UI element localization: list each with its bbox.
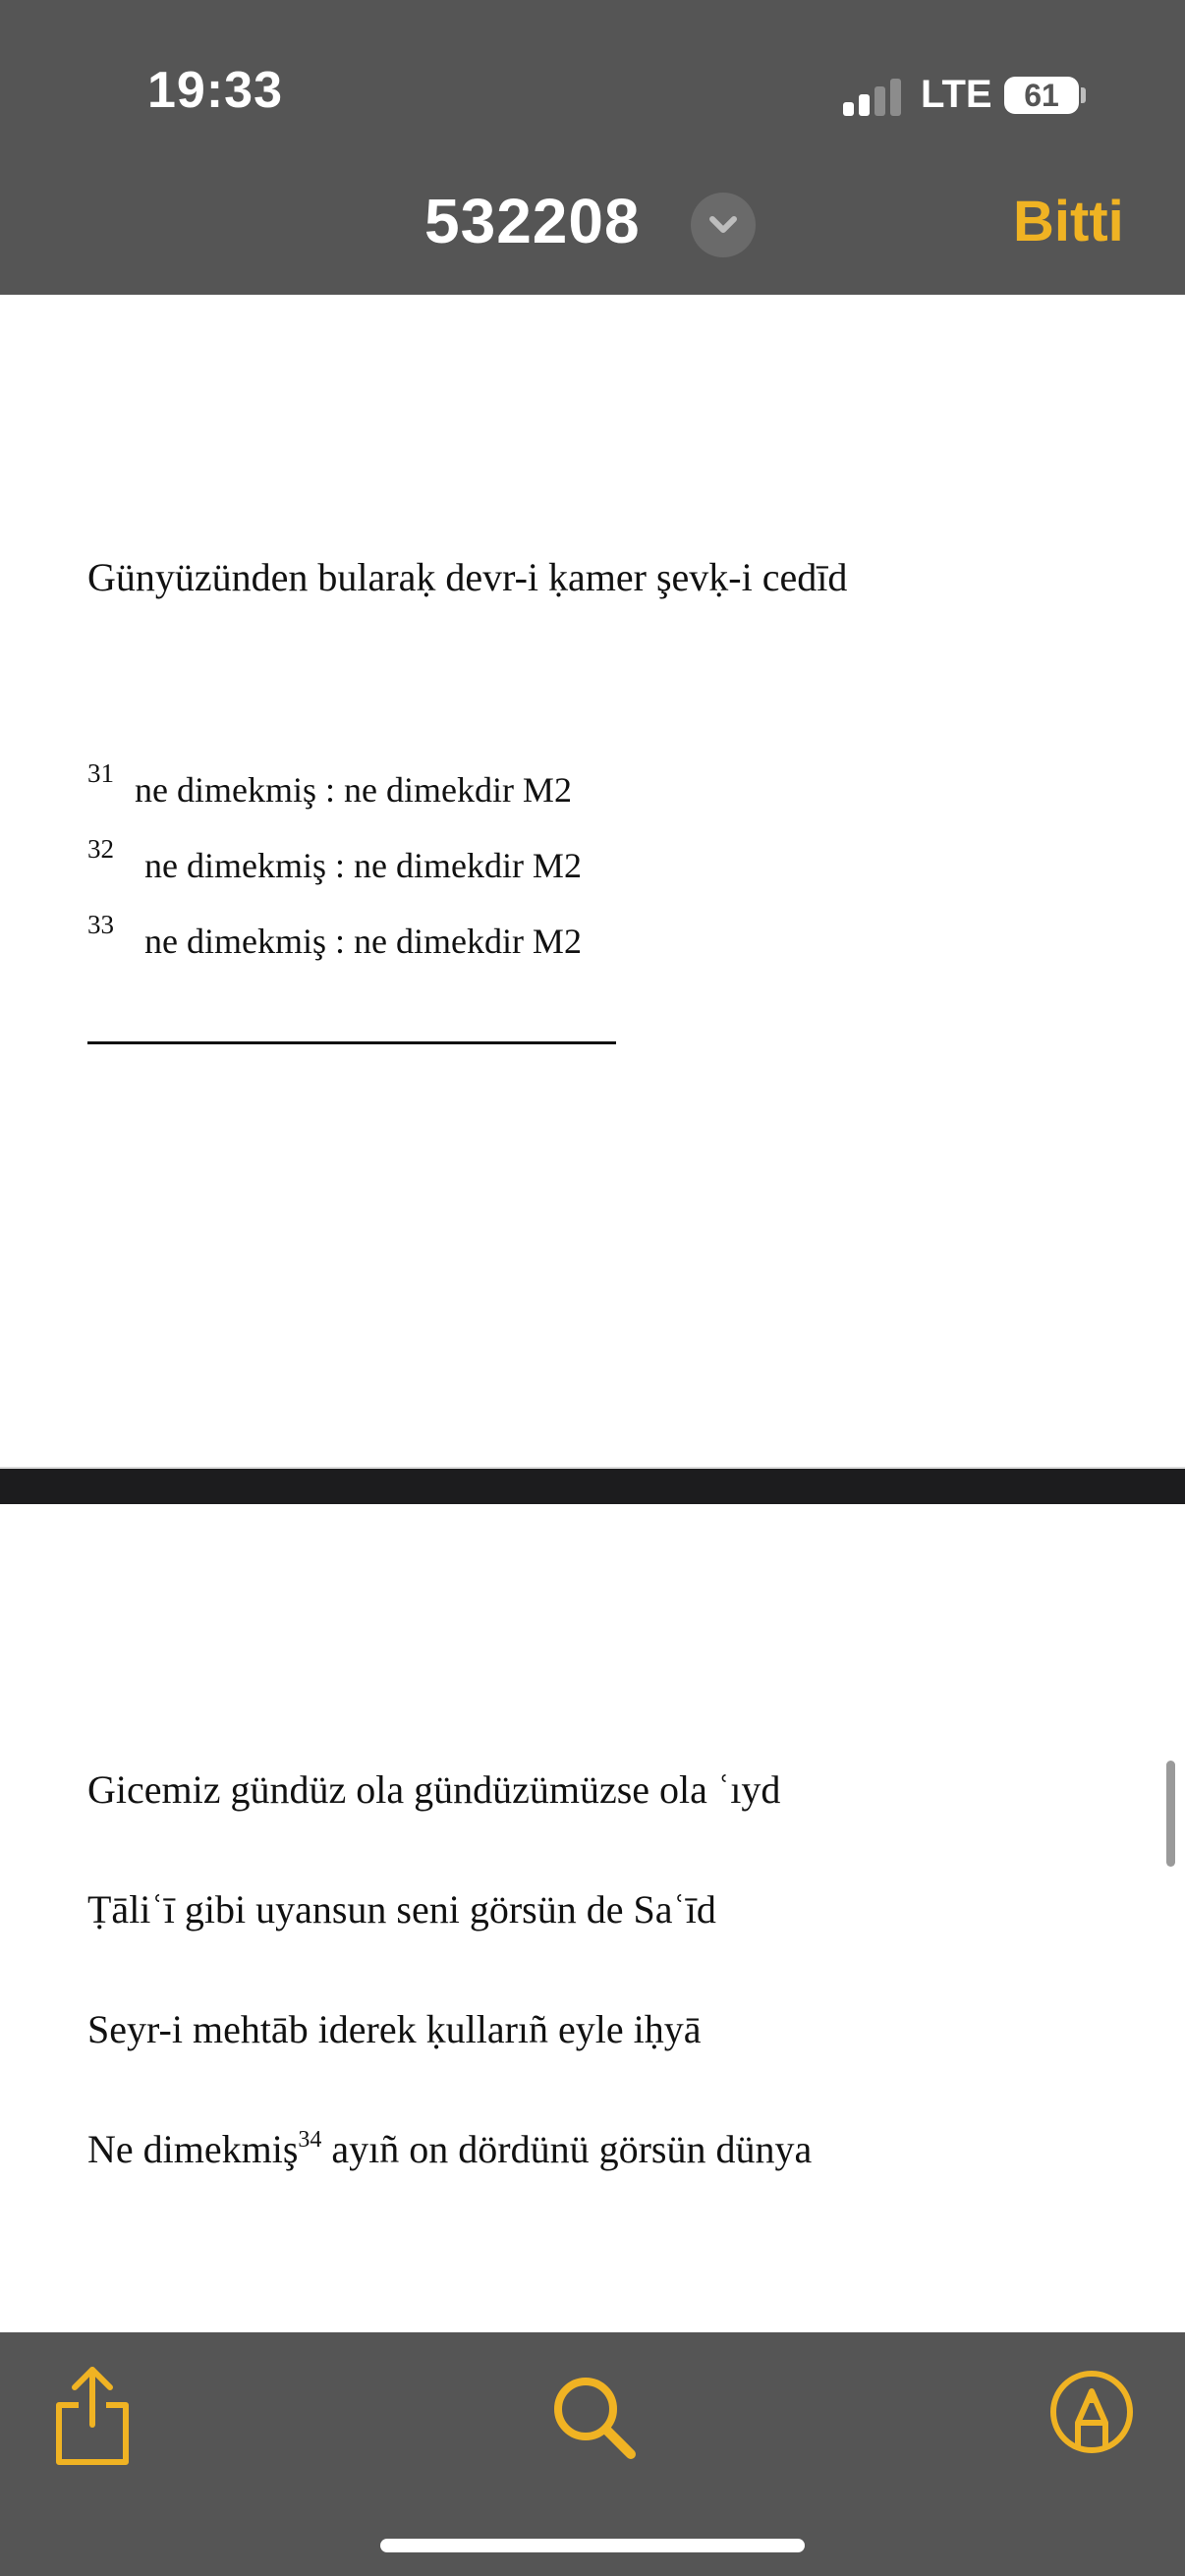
- network-type: LTE: [921, 73, 992, 116]
- search-icon[interactable]: [550, 2374, 639, 2467]
- document-page-1: [0, 295, 1185, 1469]
- markup-pen-icon[interactable]: [1047, 2368, 1136, 2461]
- battery-icon: [1004, 77, 1079, 114]
- status-time: 19:33: [147, 62, 283, 119]
- footnote: [87, 758, 572, 811]
- footnote-text: ne dimekmiş : ne dimekdir M2: [144, 922, 582, 961]
- footnote-text: ne dimekmiş : ne dimekdir M2: [144, 846, 582, 885]
- share-icon[interactable]: [51, 2362, 134, 2475]
- verse-text: ayıñ on dördünü görsün dünya: [321, 2127, 813, 2171]
- scroll-indicator[interactable]: [1166, 1761, 1175, 1867]
- page-separator: [0, 1469, 1185, 1504]
- document-title[interactable]: 532208: [424, 186, 641, 256]
- chevron-down-icon[interactable]: [691, 193, 756, 257]
- battery-tip: [1081, 87, 1086, 103]
- done-button[interactable]: Bitti: [1013, 190, 1124, 253]
- home-indicator[interactable]: [380, 2539, 805, 2552]
- footnote-number: 33: [87, 910, 114, 939]
- footnote-number: 32: [87, 834, 114, 864]
- verse-line: [87, 2126, 812, 2172]
- document-page-2: [0, 1504, 1185, 2332]
- cellular-signal-icon: [843, 79, 902, 116]
- verse-line: Günyüzünden bularaḳ devr-i ḳamer şevḳ-i cedīd: [87, 555, 848, 599]
- verse-text: Ne dimekmiş: [87, 2127, 299, 2171]
- verse-line: Seyr-i mehtāb iderek ḳullarıñ eyle iḥyā: [87, 2007, 702, 2051]
- footnote-reference[interactable]: 34: [298, 2127, 322, 2153]
- footnote-number: 31: [87, 758, 114, 788]
- footnote: [87, 910, 582, 962]
- footnote: [87, 834, 582, 886]
- top-bar: [0, 0, 1185, 295]
- battery-percent: 61: [1024, 78, 1059, 113]
- footnote-divider: [87, 1041, 616, 1044]
- verse-line: Ṭāliʿī gibi uyansun seni görsün de Saʿīd: [87, 1887, 716, 1932]
- verse-line: Gicemiz gündüz ola gündüzümüzse ola ʿıyd: [87, 1767, 781, 1812]
- footnote-text: ne dimekmiş : ne dimekdir M2: [135, 770, 572, 810]
